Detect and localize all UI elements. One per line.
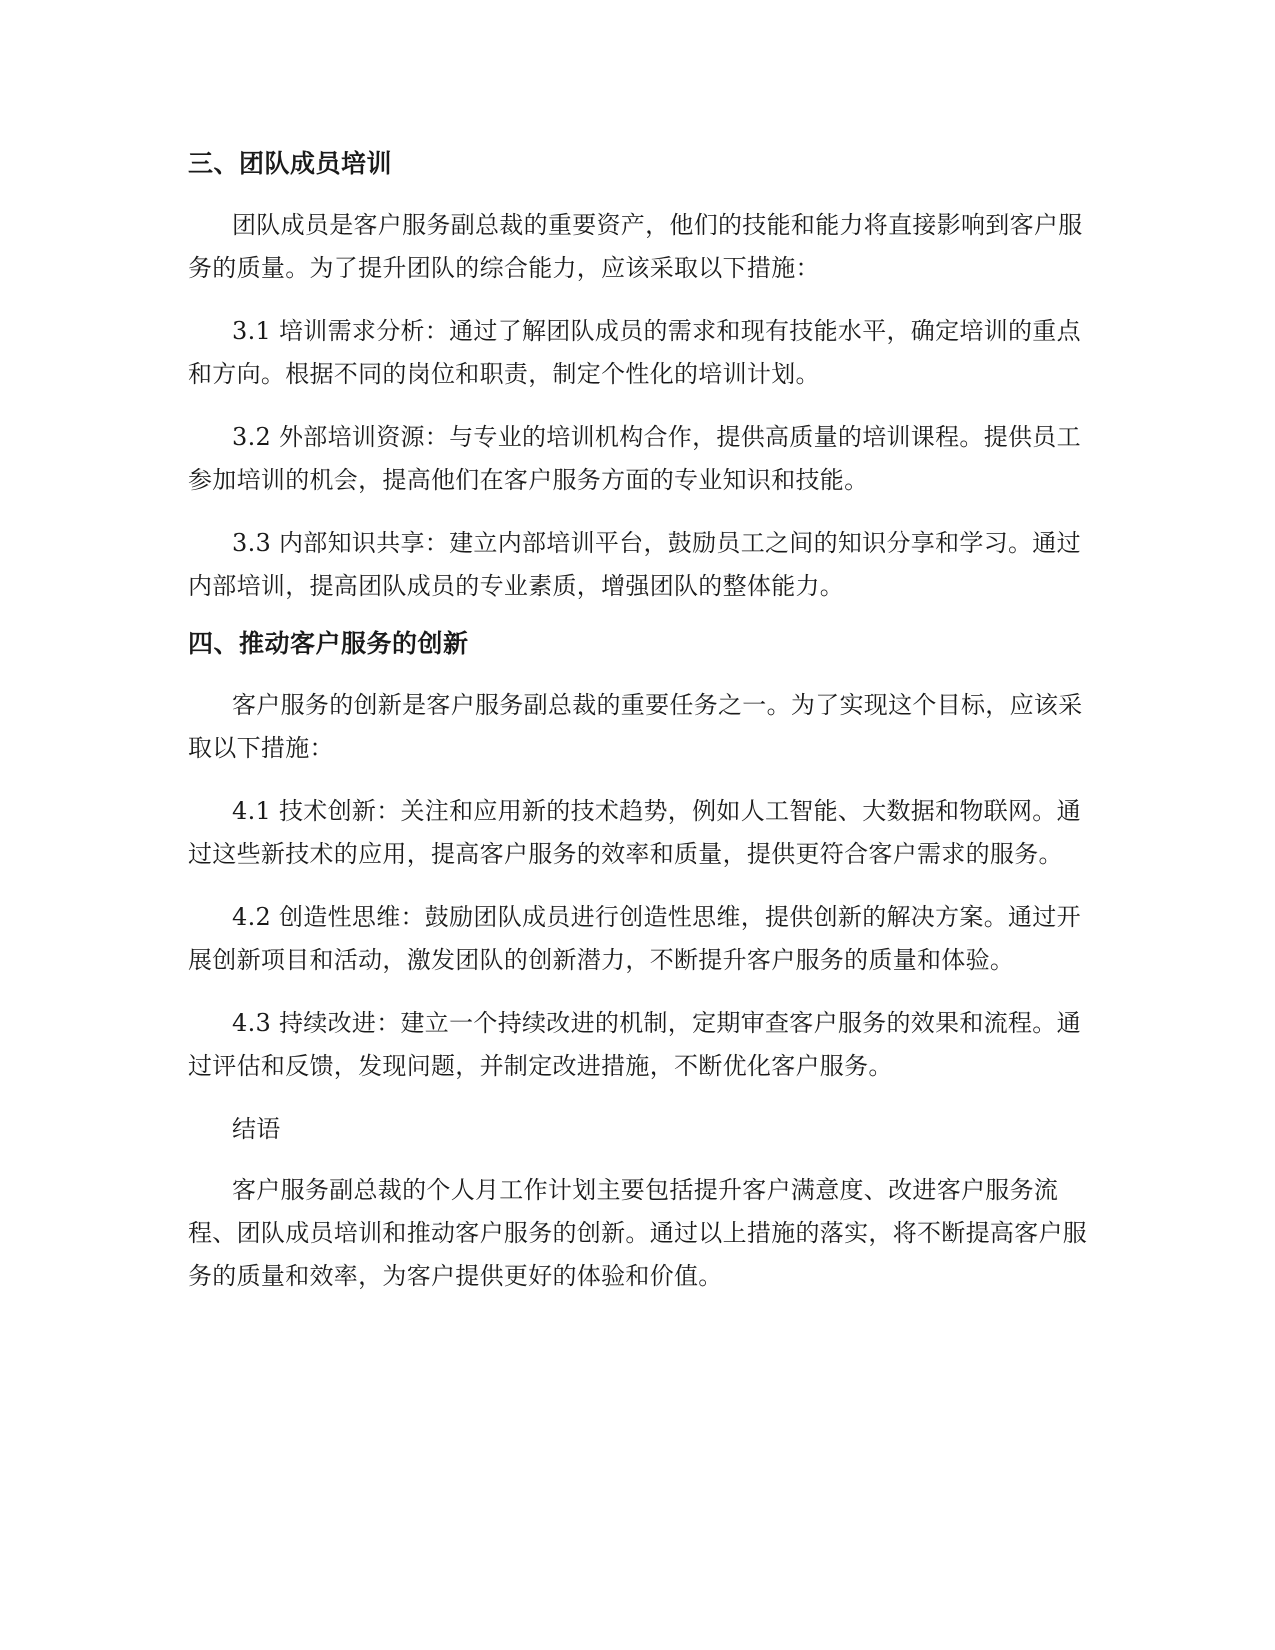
paragraph: 4.3 持续改进：建立一个持续改进的机制，定期审查客户服务的效果和流程。通过评估和反馈，发现问题，并制定改进措施，不断优化客户服务。 <box>188 1009 1081 1080</box>
section-heading: 四、推动客户服务的创新 <box>188 629 469 658</box>
section-heading: 三、团队成员培训 <box>188 149 393 178</box>
paragraph: 客户服务的创新是客户服务副总裁的重要任务之一。为了实现这个目标，应该采取以下措施： <box>188 691 1083 762</box>
conclusion-paragraph: 客户服务副总裁的个人月工作计划主要包括提升客户满意度、改进客户服务流程、团队成员培训和推动客户服务的创新。通过以上措施的落实，将不断提高客户服务的质量和效率，为客户提供更好的体验和价值。 <box>188 1176 1088 1290</box>
paragraph: 团队成员是客户服务副总裁的重要资产，他们的技能和能力将直接影响到客户服务的质量。为了提升团队的综合能力，应该采取以下措施： <box>188 211 1083 282</box>
paragraph: 3.2 外部培训资源：与专业的培训机构合作，提供高质量的培训课程。提供员工参加培训的机会，提高他们在客户服务方面的专业知识和技能。 <box>188 423 1081 494</box>
conclusion-label: 结语 <box>232 1115 281 1143</box>
paragraph: 3.1 培训需求分析：通过了解团队成员的需求和现有技能水平，确定培训的重点和方向。根据不同的岗位和职责，制定个性化的培训计划。 <box>188 317 1081 388</box>
paragraph: 3.3 内部知识共享：建立内部培训平台，鼓励员工之间的知识分享和学习。通过内部培训，提高团队成员的专业素质，增强团队的整体能力。 <box>188 529 1081 600</box>
document-page <box>188 148 1088 1318</box>
paragraph: 4.1 技术创新：关注和应用新的技术趋势，例如人工智能、大数据和物联网。通过这些新技术的应用，提高客户服务的效率和质量，提供更符合客户需求的服务。 <box>188 797 1081 868</box>
paragraph: 4.2 创造性思维：鼓励团队成员进行创造性思维，提供创新的解决方案。通过开展创新项目和活动，激发团队的创新潜力，不断提升客户服务的质量和体验。 <box>188 903 1081 974</box>
